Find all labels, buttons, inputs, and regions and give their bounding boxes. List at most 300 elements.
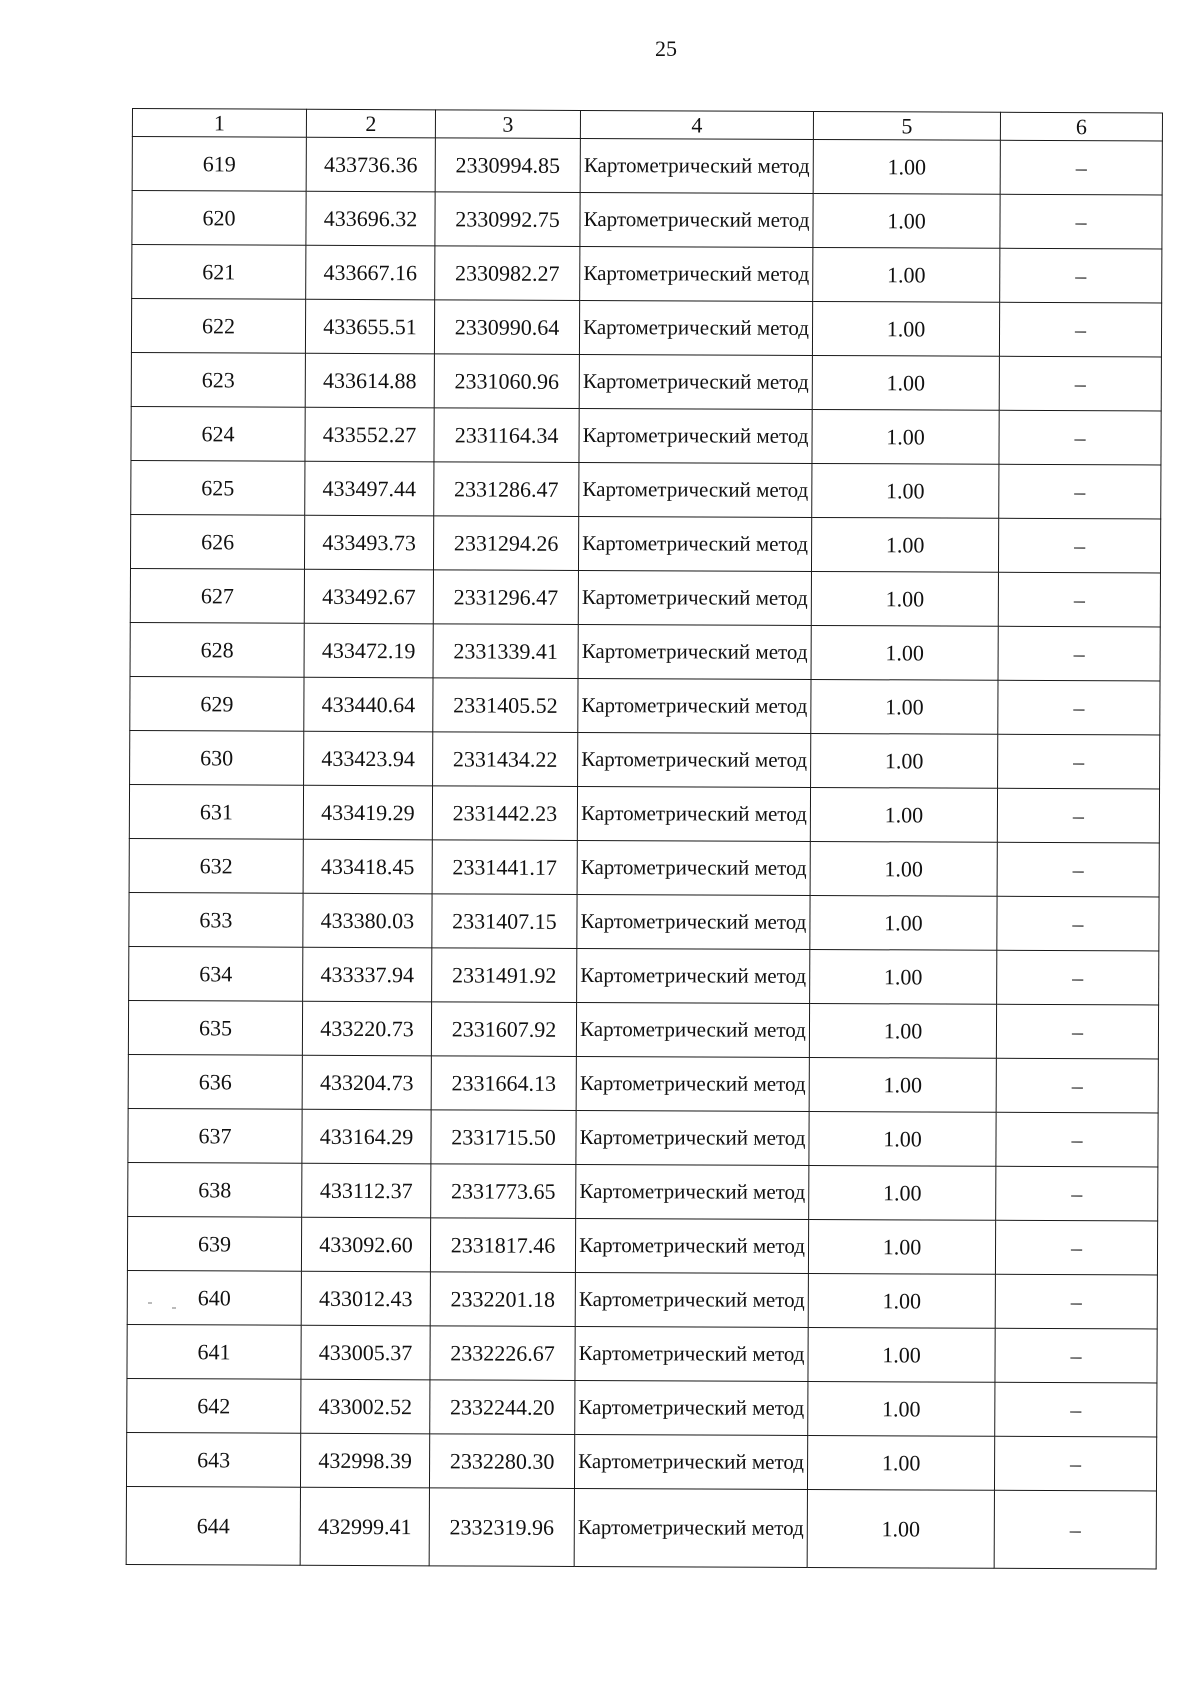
accuracy-value: 1.00 <box>884 748 924 774</box>
accuracy-value: 1.00 <box>883 1072 923 1098</box>
header-row <box>132 109 1162 141</box>
method-cell <box>576 1056 809 1111</box>
method-value: Картометрический метод <box>582 530 809 556</box>
point-number-value: 619 <box>202 151 236 177</box>
description-value: – <box>1074 533 1086 559</box>
x-coordinate-value: 433419.29 <box>321 799 415 826</box>
method-value: Картометрический метод <box>580 962 807 988</box>
accuracy-value: 1.00 <box>885 640 924 666</box>
description-cell <box>1000 140 1162 195</box>
x-coordinate-cell <box>303 839 432 894</box>
method-value: Картометрический метод <box>578 1448 805 1474</box>
x-coordinate-cell <box>301 1271 430 1326</box>
point-number-value: 642 <box>197 1393 231 1419</box>
description-cell <box>996 1112 1158 1167</box>
column-header: 3 <box>435 110 580 139</box>
description-cell <box>996 1058 1158 1113</box>
y-coordinate-cell <box>434 354 579 409</box>
column-header: 6 <box>1000 112 1162 141</box>
x-coordinate-cell <box>302 1001 431 1056</box>
method-value: Картометрический метод <box>580 854 807 880</box>
point-number-cell <box>131 352 305 407</box>
accuracy-cell <box>809 1057 996 1112</box>
x-coordinate-cell <box>301 1379 430 1434</box>
table-row <box>130 568 1160 626</box>
accuracy-value: 1.00 <box>881 1450 921 1476</box>
x-coordinate-value: 433552.27 <box>322 421 417 448</box>
point-number-value: 631 <box>199 799 233 825</box>
x-coordinate-cell <box>301 1325 430 1380</box>
y-coordinate-value: 2331715.50 <box>451 1124 556 1150</box>
y-coordinate-cell <box>435 138 580 193</box>
description-cell <box>997 788 1159 843</box>
point-number-value: 622 <box>201 313 236 339</box>
method-cell <box>580 246 813 301</box>
method-cell <box>578 516 811 571</box>
method-value: Картометрический метод <box>581 746 808 772</box>
table-row <box>127 1270 1157 1328</box>
x-coordinate-value: 433655.51 <box>323 313 417 340</box>
accuracy-value: 1.00 <box>886 370 926 396</box>
point-number-cell <box>127 1324 301 1379</box>
method-value: Картометрический метод <box>583 260 810 286</box>
x-coordinate-cell <box>301 1217 430 1272</box>
coordinates-table <box>126 108 1163 1569</box>
accuracy-value: 1.00 <box>886 424 925 450</box>
description-cell <box>998 680 1160 735</box>
method-cell <box>575 1272 808 1327</box>
table-row <box>130 514 1160 572</box>
method-cell <box>576 1002 809 1057</box>
y-coordinate-value: 2331286.47 <box>454 476 559 502</box>
point-number-cell <box>131 460 305 515</box>
accuracy-value: 1.00 <box>885 586 925 612</box>
y-coordinate-value: 2331060.96 <box>454 368 560 394</box>
accuracy-cell <box>812 409 999 464</box>
column-header: 4 <box>580 110 813 139</box>
method-value: Картометрический метод <box>579 1232 805 1258</box>
accuracy-value: 1.00 <box>883 1126 922 1152</box>
x-coordinate-value: 433736.36 <box>323 151 418 178</box>
y-coordinate-value: 2330982.27 <box>454 260 560 286</box>
y-coordinate-value: 2330992.75 <box>455 206 560 232</box>
description-cell <box>1000 248 1162 303</box>
table-row <box>131 299 1161 357</box>
y-coordinate-cell <box>434 408 579 463</box>
y-coordinate-value: 2331407.15 <box>452 908 557 934</box>
description-cell <box>994 1490 1156 1569</box>
description-value: – <box>1074 317 1087 343</box>
accuracy-value: 1.00 <box>883 964 923 990</box>
method-value: Картометрический метод <box>581 638 808 664</box>
x-coordinate-cell <box>303 947 432 1002</box>
x-coordinate-value: 433005.37 <box>318 1339 413 1366</box>
table-row <box>127 1216 1157 1274</box>
accuracy-cell <box>809 1165 996 1220</box>
y-coordinate-cell <box>433 624 578 679</box>
accuracy-value: 1.00 <box>887 154 927 180</box>
accuracy-cell <box>809 1111 996 1166</box>
description-cell <box>998 734 1160 789</box>
y-coordinate-cell <box>430 1380 575 1435</box>
description-cell <box>999 302 1161 357</box>
description-cell <box>997 950 1159 1005</box>
y-coordinate-cell <box>430 1272 575 1327</box>
point-number-cell <box>127 1216 301 1271</box>
x-coordinate-cell <box>305 461 434 516</box>
accuracy-cell <box>812 463 999 518</box>
method-value: Картометрический метод <box>578 1286 805 1312</box>
y-coordinate-cell <box>432 894 577 949</box>
table-row <box>129 946 1159 1004</box>
point-number-value: 629 <box>200 691 234 717</box>
accuracy-value: 1.00 <box>882 1234 922 1260</box>
method-cell <box>580 138 813 193</box>
x-coordinate-value: 433493.73 <box>322 529 416 556</box>
method-value: Картометрический метод <box>582 368 809 394</box>
point-number-value: 620 <box>202 205 236 231</box>
description-value: – <box>1072 965 1084 991</box>
accuracy-value: 1.00 <box>883 1018 923 1044</box>
table-row <box>128 1162 1158 1220</box>
x-coordinate-cell <box>300 1433 429 1488</box>
point-number-cell <box>128 1054 302 1109</box>
y-coordinate-cell <box>430 1218 575 1273</box>
table-row <box>130 622 1160 680</box>
description-cell <box>998 626 1160 681</box>
scan-speck <box>172 1307 176 1309</box>
x-coordinate-value: 433472.19 <box>321 637 416 664</box>
y-coordinate-value: 2331164.34 <box>454 422 559 448</box>
accuracy-cell <box>813 139 1000 194</box>
x-coordinate-value: 432998.39 <box>318 1447 412 1474</box>
y-coordinate-cell <box>434 462 579 517</box>
description-cell <box>995 1328 1157 1383</box>
method-cell <box>578 570 811 625</box>
y-coordinate-value: 2331296.47 <box>453 584 559 610</box>
x-coordinate-cell <box>303 785 432 840</box>
y-coordinate-value: 2332226.67 <box>450 1340 555 1366</box>
point-number-cell <box>130 622 304 677</box>
point-number-cell <box>130 730 304 785</box>
point-number-value: 624 <box>201 421 235 447</box>
x-coordinate-value: 433440.64 <box>321 691 416 718</box>
x-coordinate-value: 433667.16 <box>323 259 418 286</box>
table-row <box>129 892 1159 950</box>
point-number-cell <box>128 1108 302 1163</box>
y-coordinate-value: 2332201.18 <box>450 1286 556 1312</box>
description-value: – <box>1070 1289 1082 1315</box>
accuracy-cell <box>807 1435 994 1490</box>
x-coordinate-cell <box>304 623 433 678</box>
description-value: – <box>1074 371 1086 397</box>
table-row <box>131 352 1161 410</box>
accuracy-cell <box>813 247 1000 302</box>
method-value: Картометрический метод <box>580 1016 806 1042</box>
table-row <box>131 406 1161 464</box>
description-cell <box>999 464 1161 519</box>
method-cell <box>579 462 812 517</box>
x-coordinate-value: 433497.44 <box>322 475 417 502</box>
method-value: Картометрический метод <box>577 1514 804 1540</box>
method-cell <box>575 1326 808 1381</box>
y-coordinate-value: 2332280.30 <box>449 1448 555 1474</box>
method-value: Картометрический метод <box>583 152 810 178</box>
accuracy-value: 1.00 <box>881 1516 921 1542</box>
x-coordinate-value: 433492.67 <box>322 583 416 610</box>
description-cell <box>1000 194 1162 249</box>
y-coordinate-cell <box>433 732 578 787</box>
point-number-cell <box>131 406 305 461</box>
point-number-value: 627 <box>200 583 234 609</box>
method-cell <box>577 894 810 949</box>
x-coordinate-value: 433002.52 <box>318 1393 413 1420</box>
y-coordinate-cell <box>433 570 578 625</box>
y-coordinate-value: 2330990.64 <box>454 314 560 340</box>
x-coordinate-cell <box>305 299 434 354</box>
accuracy-cell <box>808 1381 995 1436</box>
description-value: – <box>1075 209 1087 235</box>
accuracy-value: 1.00 <box>887 208 926 234</box>
accuracy-cell <box>811 679 998 734</box>
accuracy-cell <box>811 625 998 680</box>
x-coordinate-cell <box>304 677 433 732</box>
accuracy-cell <box>810 895 997 950</box>
description-cell <box>999 356 1161 411</box>
point-number-value: 639 <box>197 1231 232 1257</box>
point-number-cell <box>127 1270 301 1325</box>
description-value: – <box>1071 1127 1083 1153</box>
method-cell <box>575 1380 808 1435</box>
point-number-cell <box>132 137 306 192</box>
method-cell <box>580 192 813 247</box>
point-number-value: 635 <box>198 1015 233 1041</box>
accuracy-value: 1.00 <box>886 478 925 504</box>
y-coordinate-value: 2331817.46 <box>450 1232 556 1258</box>
accuracy-value: 1.00 <box>884 910 923 936</box>
description-cell <box>995 1382 1157 1437</box>
y-coordinate-cell <box>433 516 578 571</box>
accuracy-cell <box>811 517 998 572</box>
method-value: Картометрический метод <box>582 422 809 448</box>
accuracy-cell <box>809 1003 996 1058</box>
x-coordinate-value: 433380.03 <box>320 907 415 934</box>
table-header <box>132 109 1162 141</box>
point-number-value: 637 <box>198 1123 232 1149</box>
accuracy-cell <box>812 301 999 356</box>
method-cell <box>579 408 812 463</box>
description-value: – <box>1072 911 1084 937</box>
accuracy-cell <box>813 193 1000 248</box>
accuracy-cell <box>808 1327 995 1382</box>
table-row <box>128 1054 1158 1112</box>
description-value: – <box>1070 1451 1082 1477</box>
description-value: – <box>1073 749 1085 775</box>
x-coordinate-cell <box>304 569 433 624</box>
y-coordinate-cell <box>431 1164 576 1219</box>
point-number-value: 626 <box>201 529 235 555</box>
accuracy-value: 1.00 <box>882 1288 922 1314</box>
point-number-value: 623 <box>201 367 235 393</box>
point-number-value: 630 <box>200 745 234 771</box>
accuracy-cell <box>811 571 998 626</box>
x-coordinate-cell <box>306 245 435 300</box>
accuracy-value: 1.00 <box>882 1180 922 1206</box>
y-coordinate-value: 2331405.52 <box>453 692 558 718</box>
accuracy-value: 1.00 <box>886 316 926 342</box>
point-number-value: 636 <box>198 1069 232 1095</box>
x-coordinate-value: 433696.32 <box>323 205 418 232</box>
point-number-cell <box>130 568 304 623</box>
table-row <box>129 784 1159 842</box>
accuracy-cell <box>810 949 997 1004</box>
method-cell <box>578 624 811 679</box>
x-coordinate-value: 433012.43 <box>319 1285 413 1312</box>
y-coordinate-value: 2331294.26 <box>453 530 559 556</box>
description-value: – <box>1073 587 1085 613</box>
x-coordinate-cell <box>306 137 435 192</box>
x-coordinate-cell <box>303 893 432 948</box>
accuracy-cell <box>810 787 997 842</box>
accuracy-cell <box>810 841 997 896</box>
table-row <box>126 1432 1156 1490</box>
y-coordinate-value: 2331442.23 <box>452 800 558 826</box>
x-coordinate-cell <box>300 1487 429 1566</box>
description-value: – <box>1069 1517 1081 1543</box>
description-value: – <box>1070 1397 1082 1423</box>
description-cell <box>998 572 1160 627</box>
method-value: Картометрический метод <box>578 1340 805 1366</box>
point-number-value: 625 <box>201 475 235 501</box>
point-number-value: 644 <box>196 1513 230 1539</box>
method-value: Картометрический метод <box>580 908 807 934</box>
x-coordinate-cell <box>302 1109 431 1164</box>
method-cell <box>575 1218 808 1273</box>
point-number-cell <box>130 676 304 731</box>
y-coordinate-cell <box>432 948 577 1003</box>
y-coordinate-value: 2331491.92 <box>451 962 557 988</box>
x-coordinate-cell <box>304 731 433 786</box>
point-number-value: 621 <box>202 259 236 285</box>
y-coordinate-cell <box>432 840 577 895</box>
description-cell <box>995 1220 1157 1275</box>
method-value: Картометрический метод <box>579 1124 806 1150</box>
description-cell <box>998 518 1160 573</box>
accuracy-value: 1.00 <box>886 262 926 288</box>
y-coordinate-cell <box>430 1326 575 1381</box>
point-number-cell <box>127 1378 301 1433</box>
accuracy-value: 1.00 <box>884 856 923 882</box>
table-row <box>128 1000 1158 1058</box>
description-cell <box>997 896 1159 951</box>
y-coordinate-cell <box>435 246 580 301</box>
point-number-cell <box>128 1162 302 1217</box>
point-number-value: 640 <box>197 1285 231 1311</box>
x-coordinate-cell <box>306 191 435 246</box>
y-coordinate-cell <box>431 1110 576 1165</box>
point-number-cell <box>129 946 303 1001</box>
point-number-value: 641 <box>197 1339 231 1365</box>
y-coordinate-value: 2331339.41 <box>453 638 558 664</box>
description-cell <box>996 1004 1158 1059</box>
table-body <box>126 137 1162 1569</box>
description-value: – <box>1074 425 1086 451</box>
point-number-cell <box>129 784 303 839</box>
method-cell <box>576 1164 809 1219</box>
accuracy-value: 1.00 <box>882 1342 921 1368</box>
x-coordinate-cell <box>302 1163 431 1218</box>
description-value: – <box>1071 1019 1084 1045</box>
page-number: 25 <box>655 36 677 61</box>
table-row <box>130 730 1160 788</box>
y-coordinate-value: 2331434.22 <box>452 746 558 772</box>
y-coordinate-cell <box>433 678 578 733</box>
method-value: Картометрический метод <box>582 476 809 502</box>
method-cell <box>574 1488 807 1567</box>
x-coordinate-value: 433164.29 <box>319 1123 414 1150</box>
accuracy-cell <box>808 1219 995 1274</box>
method-value: Картометрический метод <box>583 314 810 340</box>
method-cell <box>579 300 812 355</box>
description-value: – <box>1071 1073 1083 1099</box>
description-cell <box>996 1166 1158 1221</box>
x-coordinate-value: 433220.73 <box>320 1015 414 1042</box>
accuracy-value: 1.00 <box>885 694 924 720</box>
x-coordinate-value: 432999.41 <box>318 1513 412 1540</box>
scan-speck <box>148 1302 152 1304</box>
x-coordinate-cell <box>305 407 434 462</box>
x-coordinate-cell <box>304 515 433 570</box>
x-coordinate-cell <box>302 1055 431 1110</box>
table-row <box>132 245 1162 303</box>
point-number-cell <box>132 245 306 300</box>
column-header: 1 <box>132 109 306 138</box>
description-value: – <box>1075 263 1087 289</box>
y-coordinate-cell <box>431 1002 576 1057</box>
accuracy-cell <box>811 733 998 788</box>
point-number-value: 643 <box>197 1447 231 1473</box>
description-cell <box>994 1436 1156 1491</box>
method-cell <box>574 1434 807 1489</box>
method-cell <box>577 786 810 841</box>
y-coordinate-value: 2332244.20 <box>450 1394 555 1420</box>
x-coordinate-value: 433418.45 <box>320 853 415 880</box>
y-coordinate-value: 2331441.17 <box>452 854 557 880</box>
x-coordinate-value: 433423.94 <box>321 745 415 772</box>
method-value: Картометрический метод <box>579 1070 806 1096</box>
description-value: – <box>1070 1343 1082 1369</box>
table-row <box>132 137 1162 195</box>
table-row <box>127 1378 1157 1436</box>
y-coordinate-cell <box>432 786 577 841</box>
point-number-value: 628 <box>200 637 234 663</box>
description-cell <box>999 410 1161 465</box>
x-coordinate-value: 433614.88 <box>323 367 417 394</box>
description-value: – <box>1075 155 1087 181</box>
method-value: Картометрический метод <box>581 692 808 718</box>
table-row <box>132 191 1162 249</box>
x-coordinate-value: 433204.73 <box>319 1069 414 1096</box>
table-row <box>129 838 1159 896</box>
description-value: – <box>1070 1235 1083 1261</box>
method-value: Картометрический метод <box>578 1394 805 1420</box>
table-row <box>130 676 1160 734</box>
x-coordinate-value: 433092.60 <box>319 1231 413 1258</box>
column-header: 5 <box>813 111 1000 140</box>
y-coordinate-cell <box>435 192 580 247</box>
y-coordinate-value: 2331664.13 <box>451 1070 557 1096</box>
point-number-cell <box>126 1432 300 1487</box>
